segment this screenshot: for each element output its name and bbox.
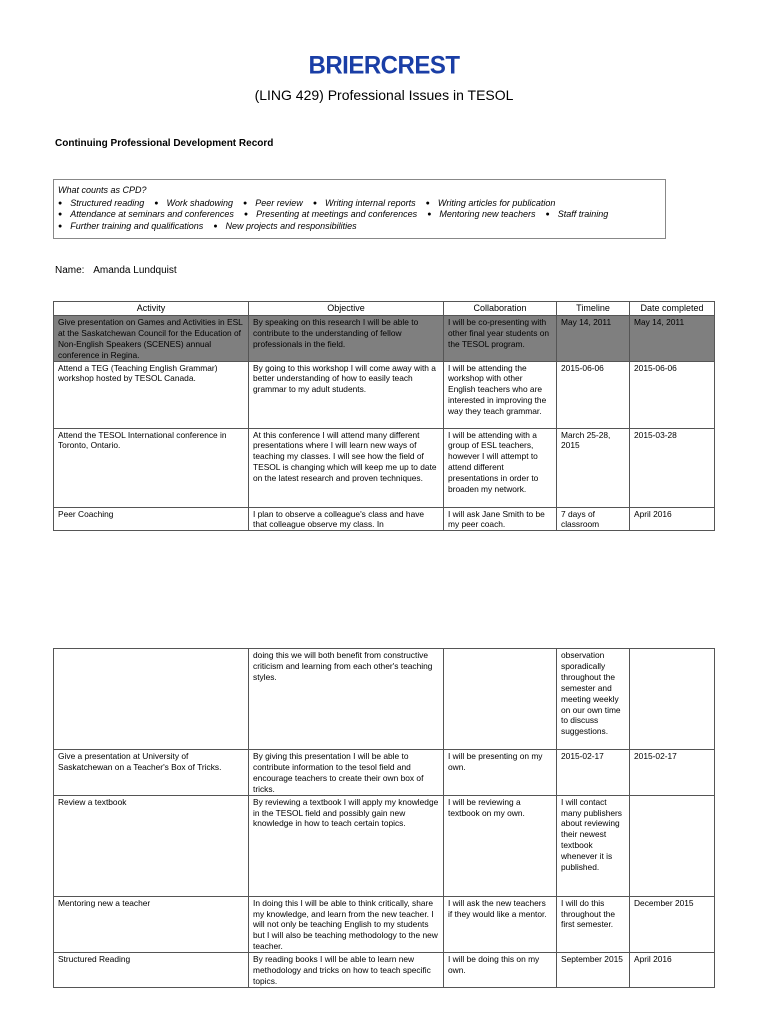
table-row xyxy=(54,795,715,896)
table-cell: Peer Coaching xyxy=(54,507,249,531)
table-row xyxy=(54,507,715,531)
table-row xyxy=(54,953,715,988)
cpd-item: ● Writing articles for publication xyxy=(426,198,556,208)
table-cell: Attend the TESOL International conference in Toronto, Ontario. xyxy=(54,428,249,507)
table-cell: Attend a TEG (Teaching English Grammar) workshop hosted by TESOL Canada. xyxy=(54,361,249,428)
cpd-item: ● New projects and responsibilities xyxy=(213,221,356,231)
header-collaboration: Collaboration xyxy=(444,302,557,316)
table-cell xyxy=(630,795,715,896)
table-row xyxy=(54,649,715,750)
briercrest-logo: BRIERCREST xyxy=(308,51,460,80)
table-cell: April 2016 xyxy=(630,953,715,988)
header-date-completed: Date completed xyxy=(630,302,715,316)
table-cell xyxy=(444,649,557,750)
cpd-info-box xyxy=(53,179,666,239)
table-cell: By reading books I will be able to learn new methodology and tricks on how to teach specific topics. xyxy=(249,953,444,988)
cpd-item: ● Peer review xyxy=(243,198,303,208)
table-cell: 7 days of classroom xyxy=(557,507,630,531)
name-line xyxy=(55,265,177,276)
table-cell: I will do this throughout the first semester. xyxy=(557,896,630,953)
cpd-item: ● Structured reading xyxy=(58,198,144,208)
table-cell: May 14, 2011 xyxy=(630,315,715,361)
cpd-item: ● Mentoring new teachers xyxy=(427,209,535,219)
header-objective: Objective xyxy=(249,302,444,316)
cpd-line xyxy=(58,221,661,232)
cpd-item: ● Work shadowing xyxy=(154,198,233,208)
cpd-table-page-1 xyxy=(53,301,715,531)
name-value: Amanda Lundquist xyxy=(93,265,177,276)
table-cell: I plan to observe a colleague's class and have that colleague observe my class. In xyxy=(249,507,444,531)
cpd-item: ● Attendance at seminars and conferences xyxy=(58,209,234,219)
table-cell: I will contact many publishers about reviewing their newest textbook whenever it is published. xyxy=(557,795,630,896)
table-cell: 2015-06-06 xyxy=(630,361,715,428)
table-row xyxy=(54,750,715,796)
table-cell: December 2015 xyxy=(630,896,715,953)
table-cell: I will be reviewing a textbook on my own. xyxy=(444,795,557,896)
record-title: Continuing Professional Development Record xyxy=(55,138,274,149)
table-cell: By giving this presentation I will be able to contribute information to the tesol field and encourage teachers to create their own box of tricks. xyxy=(249,750,444,796)
cpd-line xyxy=(58,209,661,220)
table-cell: April 2016 xyxy=(630,507,715,531)
table-cell: I will be doing this on my own. xyxy=(444,953,557,988)
table-cell: I will ask the new teachers if they would like a mentor. xyxy=(444,896,557,953)
table-cell: 2015-06-06 xyxy=(557,361,630,428)
cpd-item: ● Presenting at meetings and conferences xyxy=(244,209,417,219)
table-cell: By reviewing a textbook I will apply my knowledge in the TESOL field and possibly gain new knowledge in how to teach certain topics. xyxy=(249,795,444,896)
table-cell: I will be presenting on my own. xyxy=(444,750,557,796)
table-cell: In doing this I will be able to think critically, share my knowledge, and learn from the new teacher. I will not only be teaching English to my students but I will also be teaching methodology to the new teacher. xyxy=(249,896,444,953)
table-cell: May 14, 2011 xyxy=(557,315,630,361)
cpd-line xyxy=(58,198,661,209)
table-cell xyxy=(54,649,249,750)
table-cell: By speaking on this research I will be able to contribute to the understanding of fellow professionals in the field. xyxy=(249,315,444,361)
cpd-item: ● Writing internal reports xyxy=(313,198,416,208)
table-cell: Structured Reading xyxy=(54,953,249,988)
table-cell: I will ask Jane Smith to be my peer coach. xyxy=(444,507,557,531)
cpd-item: ● Staff training xyxy=(545,209,608,219)
table-cell: 2015-02-17 xyxy=(557,750,630,796)
table-cell: 2015-02-17 xyxy=(630,750,715,796)
table-cell: Review a textbook xyxy=(54,795,249,896)
table-cell: Give presentation on Games and Activities in ESL at the Saskatchewan Council for the Education of Non-English Speakers (SCENES) annual conference in Regina. xyxy=(54,315,249,361)
table-row xyxy=(54,428,715,507)
table-cell: Mentoring new a teacher xyxy=(54,896,249,953)
table-header-row xyxy=(54,302,715,316)
table-cell xyxy=(630,649,715,750)
table-cell: Give a presentation at University of Saskatchewan on a Teacher's Box of Tricks. xyxy=(54,750,249,796)
cpd-list xyxy=(58,198,661,232)
cpd-question: What counts as CPD? xyxy=(58,185,147,195)
table-cell: I will be co-presenting with other final year students on the TESOL program. xyxy=(444,315,557,361)
table-cell: By going to this workshop I will come away with a better understanding of how to easily teach grammar to my adult students. xyxy=(249,361,444,428)
table-cell: September 2015 xyxy=(557,953,630,988)
table-cell: March 25-28, 2015 xyxy=(557,428,630,507)
header-activity: Activity xyxy=(54,302,249,316)
table-cell: doing this we will both benefit from constructive criticism and learning from each other's teaching styles. xyxy=(249,649,444,750)
table-row xyxy=(54,896,715,953)
table-row xyxy=(54,361,715,428)
table-cell: observation sporadically throughout the semester and meeting weekly on our own time to discuss suggestions. xyxy=(557,649,630,750)
cpd-table-page-2 xyxy=(53,648,715,988)
table-cell: 2015-03-28 xyxy=(630,428,715,507)
course-title: (LING 429) Professional Issues in TESOL xyxy=(254,87,514,103)
table-cell: At this conference I will attend many different presentations where I will learn new ways of teaching my classes. I will see how the field of TESOL is changing which will keep me up to date on the latest research and proven techniques. xyxy=(249,428,444,507)
table-cell: I will be attending with a group of ESL teachers, however I will attempt to attend different presentations in order to broaden my network. xyxy=(444,428,557,507)
cpd-item: ● Further training and qualifications xyxy=(58,221,203,231)
header-timeline: Timeline xyxy=(557,302,630,316)
name-label: Name: xyxy=(55,265,85,276)
table-cell: I will be attending the workshop with other English teachers who are interested in improving the way they teach grammar. xyxy=(444,361,557,428)
table-row xyxy=(54,315,715,361)
